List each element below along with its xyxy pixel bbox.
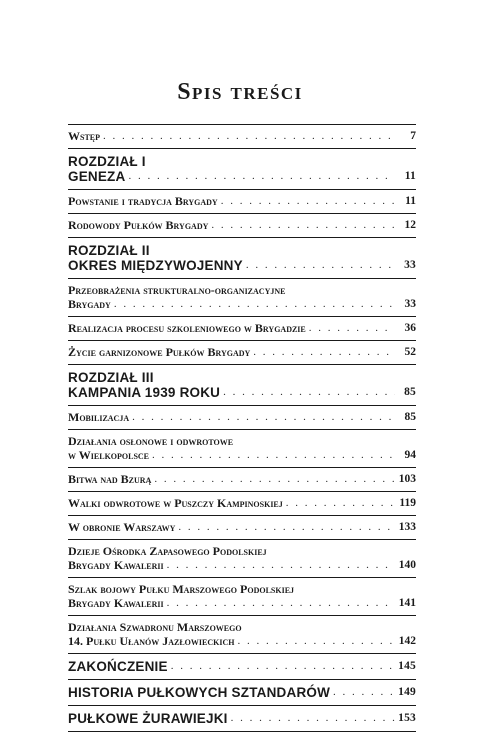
entry-title: Walki odwrotowe w Puszczy Kampinoskiej (68, 496, 283, 510)
page-number: 36 (404, 322, 416, 334)
chapter-number: ROZDZIAŁ III (68, 370, 154, 385)
page-number: 149 (398, 686, 416, 698)
entry-title: Powstanie i tradycja Brygady (68, 194, 218, 208)
page-number: 94 (404, 449, 416, 461)
toc-entry (68, 279, 416, 316)
page-number: 85 (404, 411, 416, 423)
chapter-number: ROZDZIAŁ II (68, 243, 150, 258)
toc-entry (68, 406, 416, 429)
toc-chapter-1 (68, 149, 416, 189)
entry-title-line1: Działania osłonowe i odwrotowe (68, 434, 234, 448)
dot-leader (167, 558, 395, 572)
dot-leader (237, 634, 395, 648)
dot-leader (132, 410, 395, 424)
entry-title: PUŁKOWE ŻURAWIEJKI (68, 711, 228, 726)
entry-title: W obronie Warszawy (68, 520, 176, 534)
chapter-title: OKRES MIĘDZYWOJENNY (68, 258, 243, 273)
entry-title-line1: Przeobrażenia strukturalno-organizacyjne (68, 283, 286, 297)
entry-title-line2: w Wielkopolsce (68, 448, 150, 462)
toc-entry (68, 317, 416, 340)
entry-title: Realizacja procesu szkoleniowego w Brygadzie (68, 321, 306, 335)
entry-title: HISTORIA PUŁKOWYCH SZTANDARÓW (68, 685, 331, 700)
page-number: 141 (398, 597, 416, 609)
dot-leader (309, 321, 395, 335)
chapter-title: KAMPANIA 1939 ROKU (68, 385, 221, 400)
page-number: 52 (404, 346, 416, 358)
toc-entry (68, 214, 416, 237)
dot-leader (178, 520, 395, 534)
page-number: 11 (405, 195, 416, 207)
dot-leader (167, 596, 395, 610)
chapter-title: GENEZA (68, 169, 126, 184)
page-number: 140 (398, 559, 416, 571)
dot-leader (246, 258, 395, 273)
toc-entry (68, 578, 416, 615)
dot-leader (152, 448, 395, 462)
dot-leader (103, 129, 395, 143)
toc-chapter-3 (68, 365, 416, 405)
page-number: 119 (399, 497, 416, 509)
entry-title-line1: Dzieje Ośrodka Zapasowego Podolskiej (68, 544, 267, 558)
toc-entry (68, 540, 416, 577)
entry-title: ZAKOŃCZENIE (68, 659, 168, 674)
page-number: 12 (404, 219, 416, 231)
toc-entry (68, 430, 416, 467)
table-of-contents (68, 124, 416, 732)
toc-entry (68, 516, 416, 539)
page-title: Spis treści (177, 79, 303, 105)
entry-title: Mobilizacja (68, 410, 130, 424)
entry-title: Rodowody Pułków Brygady (68, 218, 209, 232)
dot-leader (114, 297, 395, 311)
dot-leader (333, 685, 395, 700)
toc-entry-historia (68, 680, 416, 705)
toc-entry (68, 492, 416, 515)
dot-leader (128, 169, 395, 184)
entry-title-line2: Brygady Kawalerii (68, 596, 164, 610)
entry-title: Bitwa nad Bzurą (68, 472, 152, 486)
chapter-number: ROZDZIAŁ I (68, 154, 146, 169)
toc-entry-zakonczenie (68, 654, 416, 679)
page-number: 85 (404, 386, 416, 398)
entry-title-line1: Szlak bojowy Pułku Marszowego Podolskiej (68, 582, 295, 596)
dot-leader (253, 345, 395, 359)
entry-title-line2: Brygady (68, 297, 111, 311)
page-number: 145 (398, 660, 416, 672)
entry-title-line2: Brygady Kawalerii (68, 558, 164, 572)
page-number: 33 (404, 298, 416, 310)
dot-leader (211, 218, 395, 232)
page-number: 7 (410, 130, 416, 142)
toc-entry-wstep (68, 125, 416, 148)
dot-leader (221, 194, 395, 208)
toc-entry (68, 341, 416, 364)
entry-title-line1: Działania Szwadronu Marszowego (68, 620, 242, 634)
dot-leader (231, 711, 395, 726)
page-number: 133 (398, 521, 416, 533)
entry-title-line2: 14. Pułku Ułanów Jazłowieckich (68, 634, 235, 648)
dot-leader (286, 496, 395, 510)
dot-leader (223, 385, 395, 400)
toc-entry (68, 616, 416, 653)
toc-entry (68, 190, 416, 213)
toc-chapter-2 (68, 238, 416, 278)
page-number: 153 (398, 712, 416, 724)
page-number: 142 (398, 635, 416, 647)
entry-title: Życie garnizonowe Pułków Brygady (68, 345, 251, 359)
dot-leader (154, 472, 395, 486)
dot-leader (171, 659, 395, 674)
toc-entry-zurawiejki (68, 706, 416, 731)
entry-title: Wstęp (68, 129, 101, 143)
page-number: 103 (398, 473, 416, 485)
page-number: 11 (404, 170, 416, 182)
page-number: 33 (404, 259, 416, 271)
toc-entry (68, 468, 416, 491)
